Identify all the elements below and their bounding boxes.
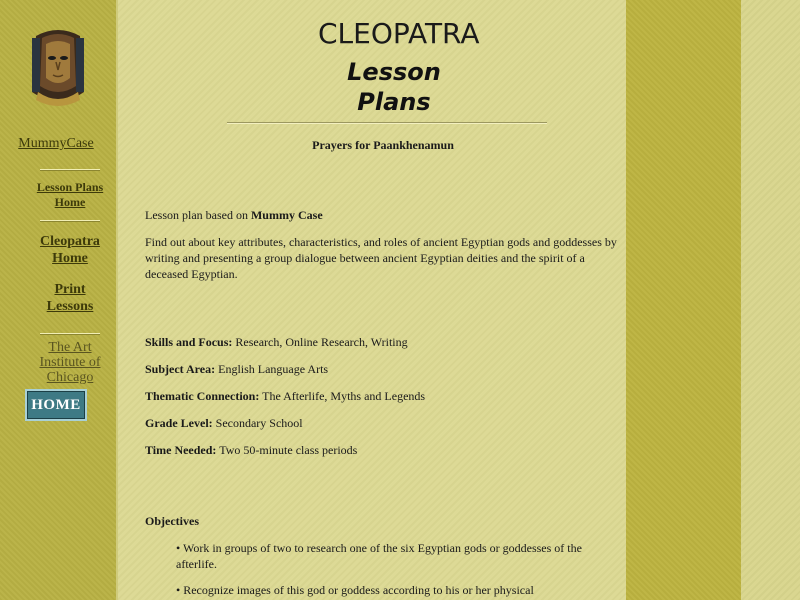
- field-label: Skills and Focus:: [145, 335, 233, 349]
- field-thematic: [145, 388, 625, 404]
- field-value: English Language Arts: [215, 362, 329, 376]
- field-label: Thematic Connection:: [145, 389, 260, 403]
- cleopatra-logo: CLEOPATRA: [318, 17, 480, 50]
- cleopatra-home-line2: Home: [52, 251, 88, 266]
- field-label: Subject Area:: [145, 362, 216, 376]
- art-institute-line3: Chicago: [46, 370, 94, 385]
- print-lessons-link[interactable]: [0, 281, 140, 315]
- home-button[interactable]: HOME: [25, 389, 87, 421]
- intro-bold: Mummy Case: [250, 208, 323, 222]
- mummy-case-link[interactable]: MummyCase: [18, 136, 94, 151]
- right-band: [626, 0, 741, 600]
- print-lessons-line2: Lessons: [46, 299, 94, 314]
- header-divider: [227, 122, 547, 124]
- field-value: Two 50-minute class periods: [216, 443, 358, 457]
- art-institute-link[interactable]: [0, 340, 140, 385]
- field-grade: [145, 415, 625, 431]
- page-title-line1: Lesson: [347, 58, 441, 86]
- print-lessons-line1: Print: [54, 282, 86, 297]
- field-value: Research, Online Research, Writing: [232, 335, 408, 349]
- art-institute-line2: Institute of: [39, 355, 101, 370]
- lesson-plans-home-link[interactable]: [0, 180, 140, 210]
- sidebar-divider: [40, 169, 100, 171]
- mummy-mask-icon: [28, 28, 88, 106]
- field-subject: [145, 361, 625, 377]
- sidebar-divider: [40, 220, 100, 222]
- field-skills: [145, 334, 625, 350]
- objective-item: • Work in groups of two to research one of the six Egyptian gods or goddesses of the afterlife.: [176, 541, 582, 571]
- field-value: Secondary School: [212, 416, 303, 430]
- objective-item: • Recognize images of this god or goddess according to his or her physical: [176, 583, 534, 597]
- lesson-subtitle: Prayers for Paankhenamun: [312, 138, 454, 152]
- intro-prefix: Lesson plan based on: [145, 208, 251, 222]
- field-time: [145, 442, 625, 458]
- sidebar-divider: [40, 333, 100, 335]
- right-edge-panel: [741, 0, 800, 600]
- field-value: The Afterlife, Myths and Legends: [259, 389, 426, 403]
- lesson-description: Find out about key attributes, characteristics, and roles of ancient Egyptian gods and goddesses by writing and presenting a group dialogue between ancient Egyptian deities and the spirit of a deceased Egyptian.: [145, 235, 617, 281]
- objectives-heading: Objectives: [145, 514, 199, 528]
- field-label: Time Needed:: [145, 443, 217, 457]
- lesson-plans-home-line2: Home: [54, 195, 86, 209]
- cleopatra-home-link[interactable]: [0, 233, 140, 267]
- page-title: [300, 57, 488, 117]
- intro-line: [145, 207, 625, 223]
- field-label: Grade Level:: [145, 416, 213, 430]
- art-institute-line1: The Art: [48, 340, 92, 355]
- page-title-line2: Plans: [357, 88, 431, 116]
- lesson-plans-home-line1: Lesson Plans: [36, 180, 104, 194]
- cleopatra-home-line1: Cleopatra: [40, 234, 100, 249]
